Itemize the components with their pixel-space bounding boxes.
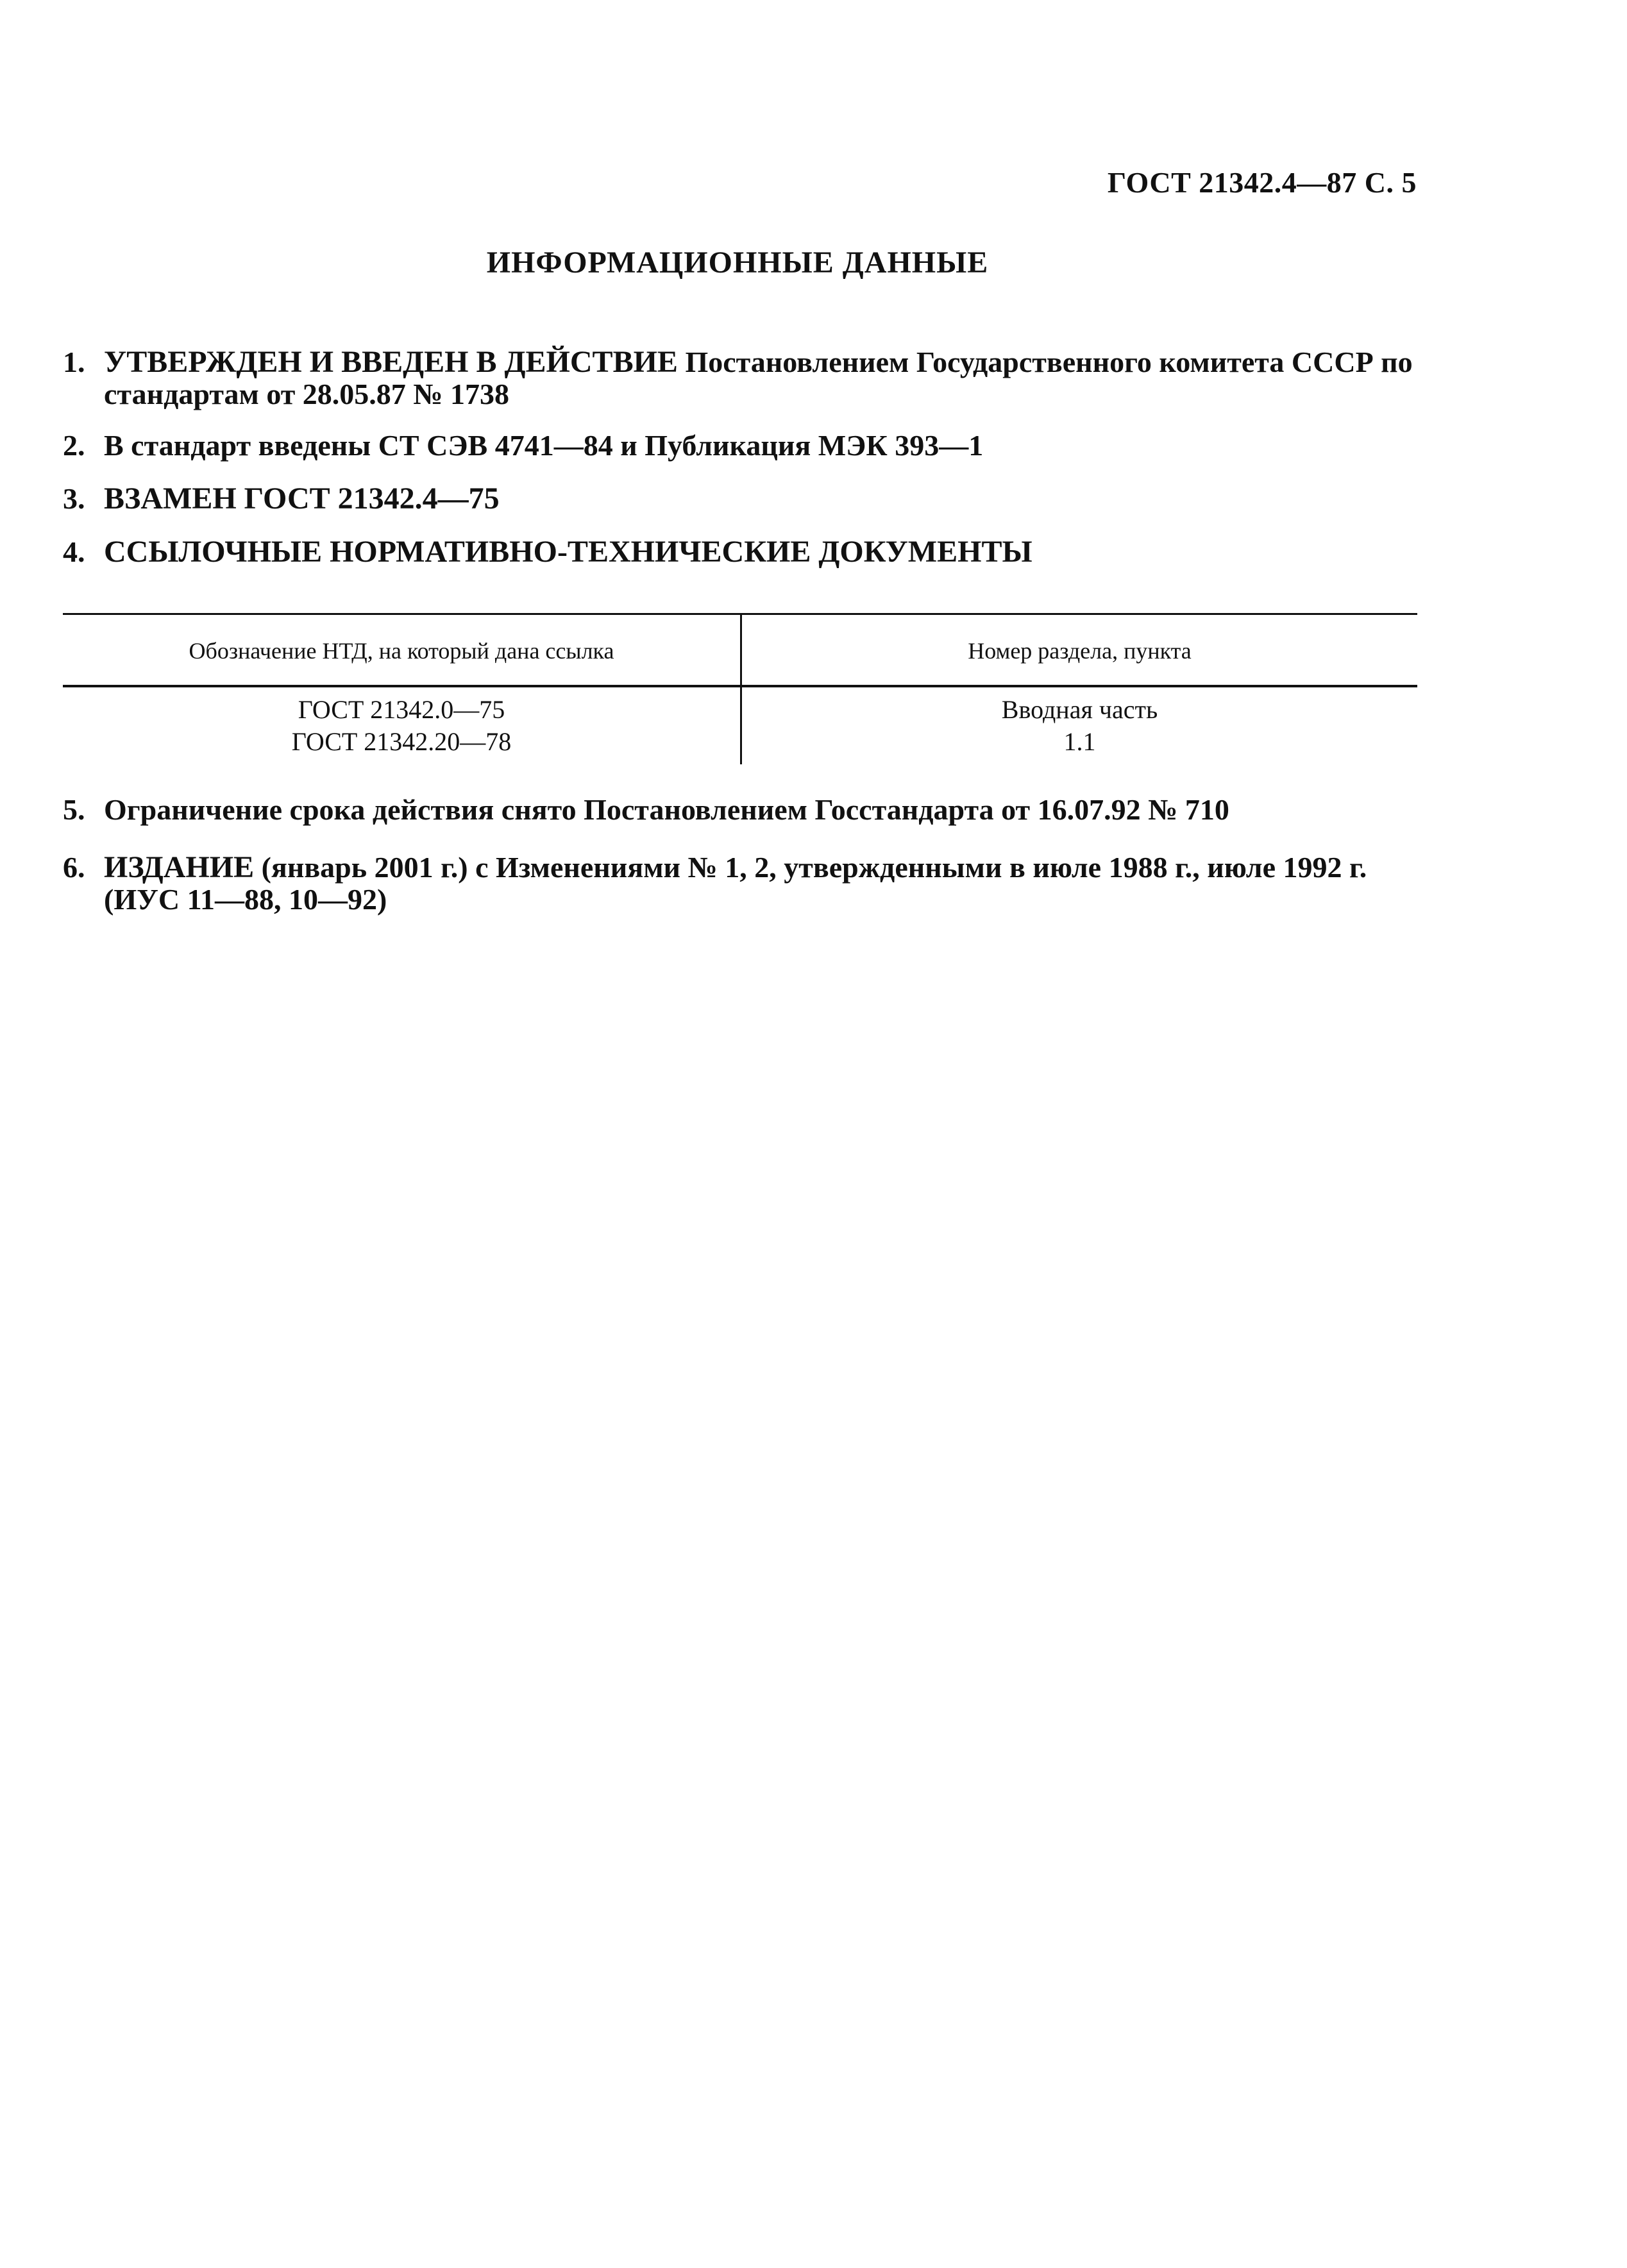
item-body: Ограничение срока действия снято Постановлением Госстандарта от 16.07.92 № 710 (104, 793, 1229, 826)
item-lead: ВЗАМЕН ГОСТ 21342.4—75 (104, 482, 500, 516)
info-item-3 (63, 483, 1417, 515)
item-number: 6. (63, 851, 85, 884)
table-cell-document: ГОСТ 21342.20—78 (291, 727, 512, 756)
item-number: 4. (63, 535, 85, 568)
page-header: ГОСТ 21342.4—87 С. 5 (1107, 166, 1417, 199)
table-header-section: Номер раздела, пункта (968, 638, 1192, 664)
item-text (104, 346, 1417, 410)
item-lead: ССЫЛОЧНЫЕ НОРМАТИВНО-ТЕХНИЧЕСКИЕ ДОКУМЕНТЫ (104, 535, 1033, 569)
table-header-rule (63, 685, 1417, 687)
item-body: В стандарт введены СТ СЭВ 4741—84 и Публикация МЭК 393—1 (104, 429, 984, 462)
document-title: ИНФОРМАЦИОННЫЕ ДАННЫЕ (486, 246, 989, 280)
item-text (104, 483, 1417, 515)
info-item-4 (63, 536, 1417, 568)
reference-documents-table (63, 613, 1417, 764)
table-column-documents (63, 694, 740, 758)
item-text (104, 536, 1417, 568)
item-text (104, 852, 1417, 916)
item-number: 3. (63, 482, 85, 515)
table-cell-section: 1.1 (1063, 727, 1096, 756)
info-item-5 (63, 794, 1417, 826)
info-item-6 (63, 852, 1417, 916)
item-number: 5. (63, 793, 85, 826)
table-cell-section: Вводная часть (1001, 695, 1158, 724)
item-text (104, 794, 1417, 826)
info-item-1 (63, 346, 1417, 410)
table-cell-document: ГОСТ 21342.0—75 (298, 695, 505, 724)
item-body: (январь 2001 г.) с Изменениями № 1, 2, утвержденными в июле 1988 г., июле 1992 г. (ИУС 11—88, 10—92) (104, 851, 1367, 916)
item-lead: УТВЕРЖДЕН И ВВЕДЕН В ДЕЙСТВИЕ (104, 345, 678, 379)
item-body: Постановлением Государственного комитета СССР по стандартам от 28.05.87 № 1738 (104, 346, 1413, 410)
item-number: 2. (63, 429, 85, 462)
info-item-2 (63, 430, 1417, 462)
item-text (104, 430, 1417, 462)
table-header-document: Обозначение НТД, на который дана ссылка (189, 638, 614, 664)
table-column-sections (742, 694, 1417, 758)
item-number: 1. (63, 346, 85, 378)
item-lead: ИЗДАНИЕ (104, 850, 255, 884)
